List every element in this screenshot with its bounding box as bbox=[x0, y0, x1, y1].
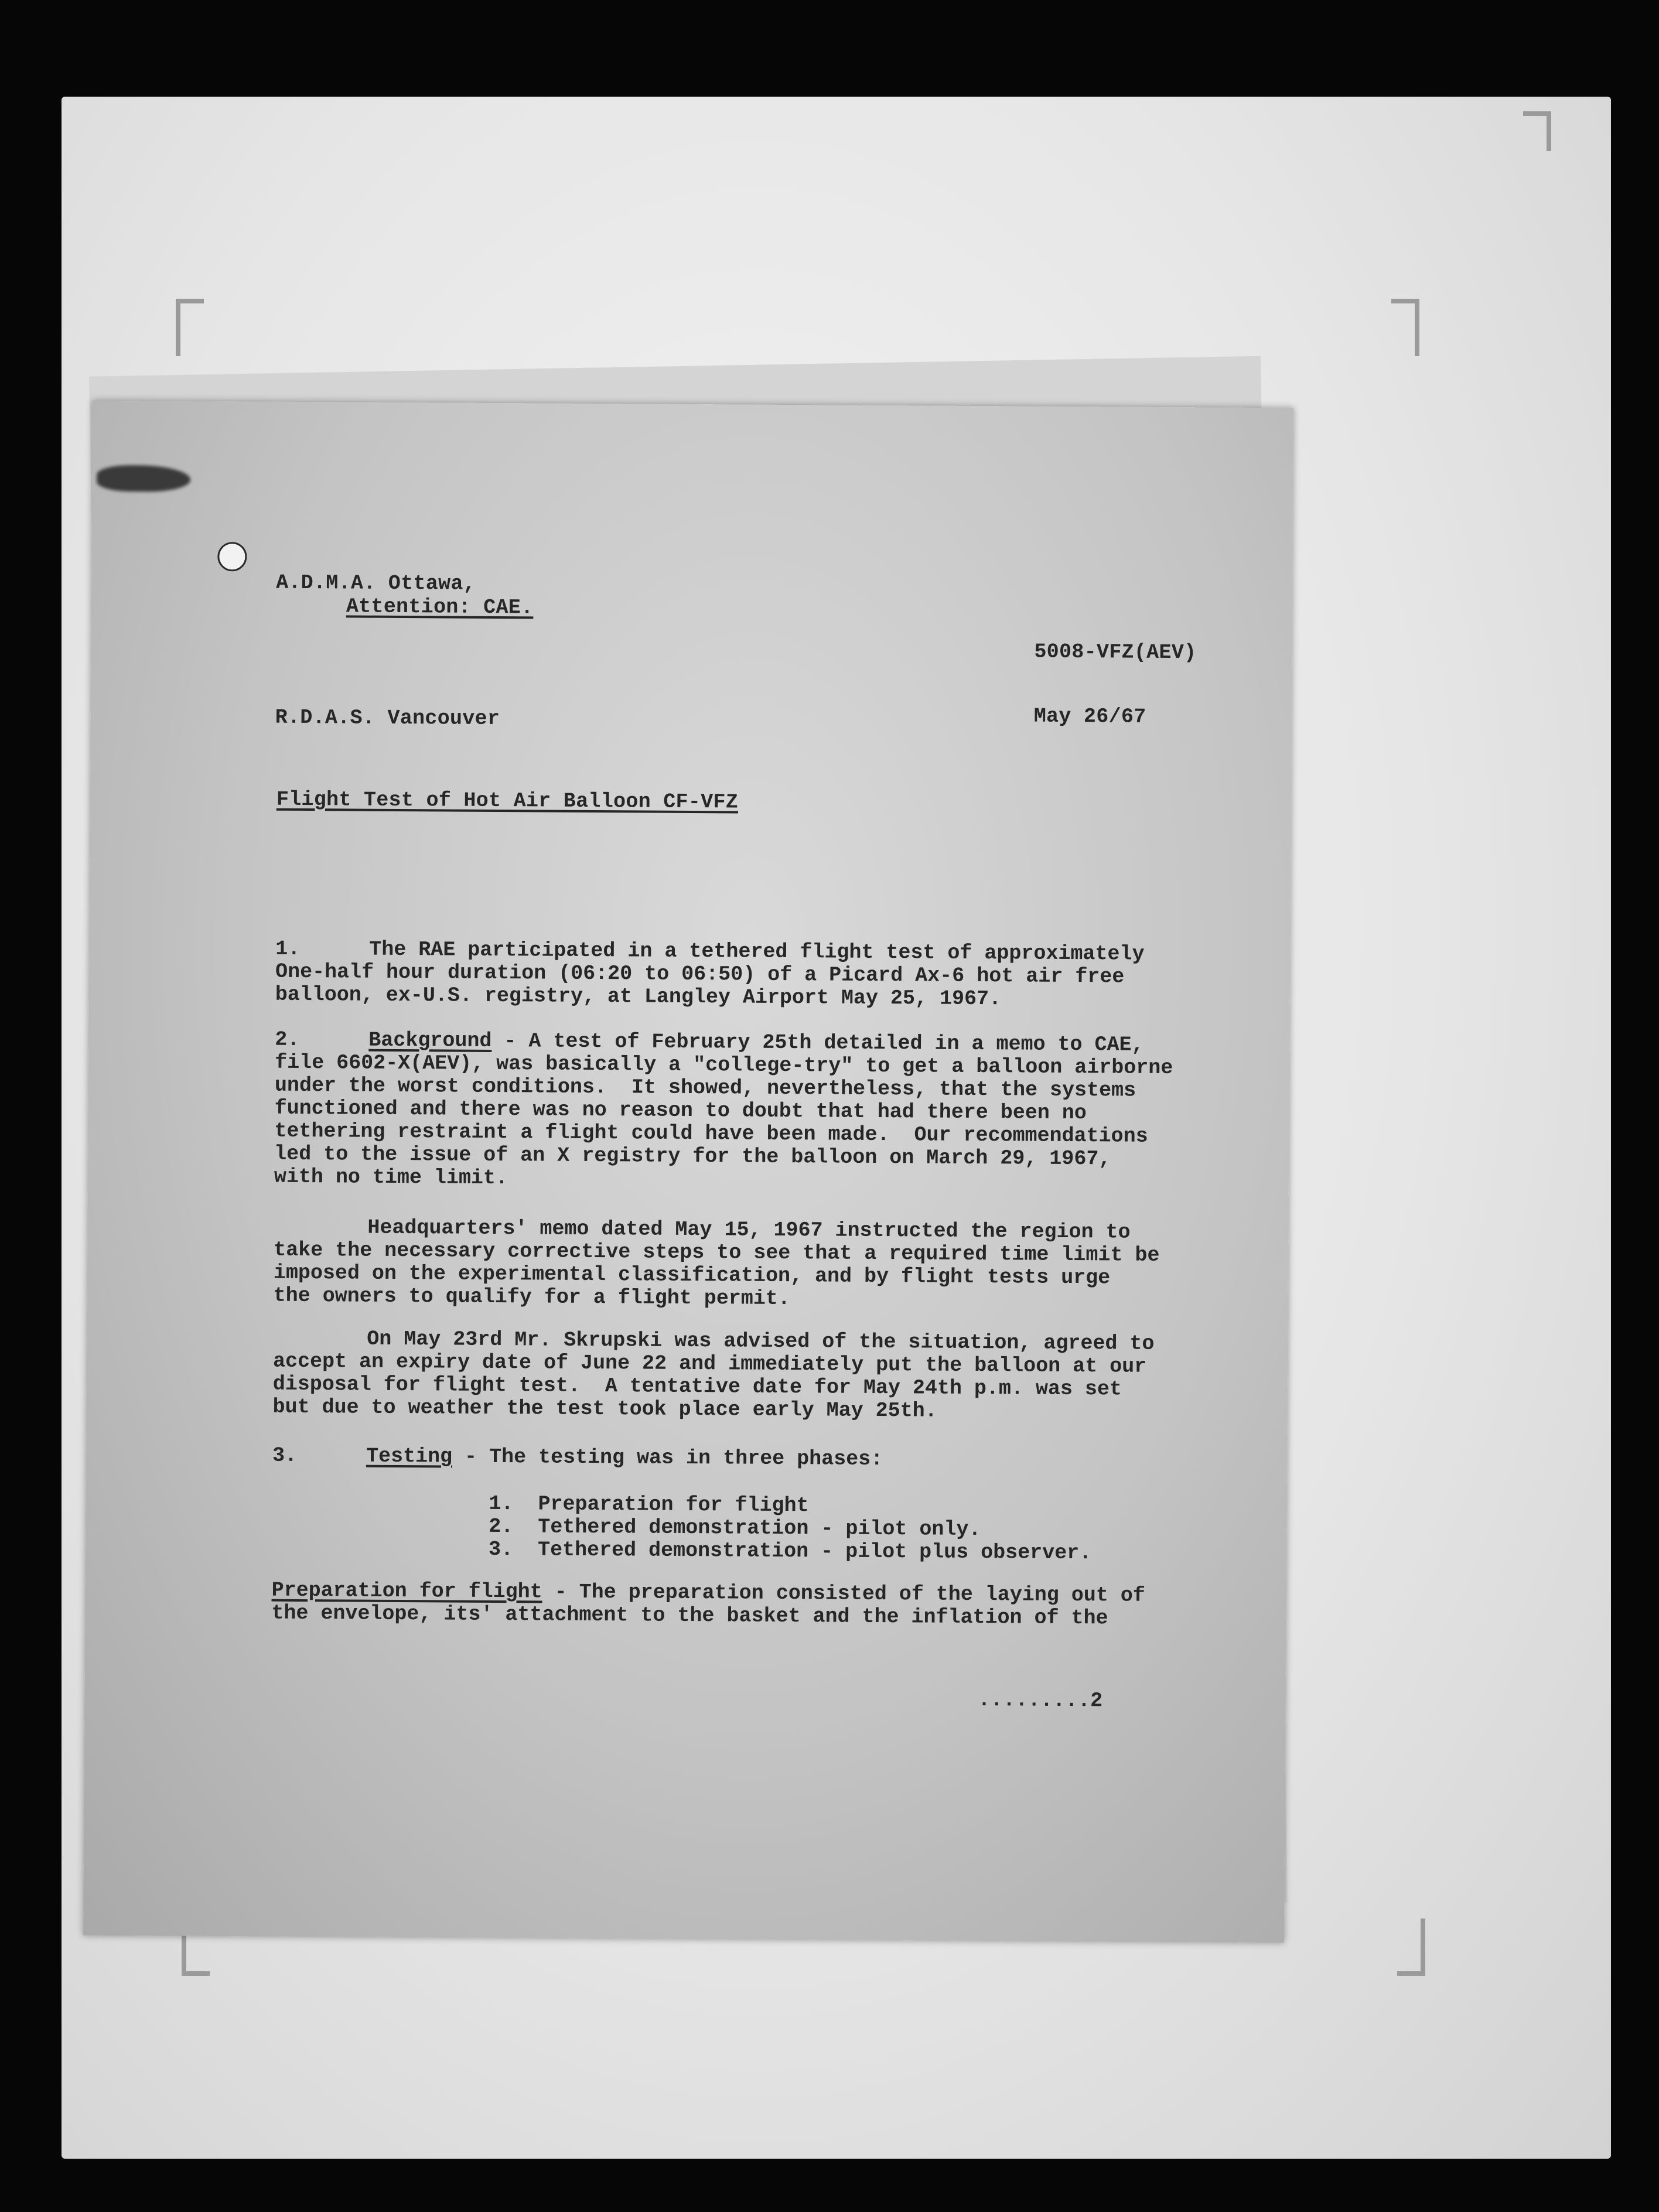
paragraph-line: disposal for flight test. A tentative date for May 24th p.m. was set bbox=[272, 1372, 1122, 1401]
paragraph-4 bbox=[271, 1579, 1145, 1630]
paragraph-number: 3. bbox=[272, 1443, 298, 1467]
continuation-marker: .........2 bbox=[978, 1688, 1103, 1713]
testing-phase-list bbox=[272, 1491, 1092, 1565]
paragraph-2b bbox=[274, 1216, 1160, 1313]
paragraph-line: - A test of February 25th detailed in a memo to CAE, bbox=[491, 1029, 1144, 1057]
paragraph-2 bbox=[274, 1029, 1173, 1194]
paragraph-heading: Background bbox=[368, 1028, 492, 1053]
list-item: 2. Tethered demonstration - pilot only. bbox=[489, 1514, 981, 1542]
paragraph-line: imposed on the experimental classification, and by flight tests urge bbox=[273, 1261, 1111, 1290]
list-item: 1. Preparation for flight bbox=[489, 1491, 809, 1518]
letter-date: May 26/67 bbox=[1033, 704, 1146, 729]
paragraph-line: under the worst conditions. It showed, nevertheless, that the systems bbox=[274, 1073, 1136, 1102]
attention-line: Attention: CAE. bbox=[346, 595, 534, 620]
paragraph-line: but due to weather the test took place early May 25th. bbox=[272, 1395, 937, 1423]
recipient-line: A.D.M.A. Ottawa, bbox=[276, 571, 476, 596]
paragraph-line: led to the issue of an X registry for the balloon on March 29, 1967, bbox=[274, 1142, 1111, 1171]
paragraph-line: Headquarters' memo dated May 15, 1967 instructed the region to bbox=[367, 1216, 1131, 1244]
paragraph-line: accept an expiry date of June 22 and immediately put the balloon at our bbox=[272, 1349, 1147, 1378]
subject-line: Flight Test of Hot Air Balloon CF-VFZ bbox=[276, 787, 739, 814]
paragraph-line: the envelope, its' attachment to the basket and the inflation of the bbox=[271, 1601, 1108, 1630]
paragraph-line: take the necessary corrective steps to see that a required time limit be bbox=[274, 1238, 1160, 1267]
torn-corner bbox=[97, 465, 190, 492]
crop-mark bbox=[1397, 1919, 1425, 1976]
letter-page bbox=[83, 401, 1293, 1943]
sender-line: R.D.A.S. Vancouver bbox=[275, 705, 500, 731]
paragraph-heading: Testing bbox=[366, 1444, 453, 1469]
crop-mark bbox=[1523, 111, 1551, 151]
paragraph-1 bbox=[275, 938, 1145, 1012]
paragraph-line: tethering restraint a flight could have been made. Our recommendations bbox=[274, 1119, 1148, 1148]
paragraph-line: with no time limit. bbox=[274, 1165, 508, 1190]
paragraph-line: balloon, ex-U.S. registry, at Langley Airport May 25, 1967. bbox=[275, 982, 1002, 1011]
crop-mark bbox=[1391, 299, 1419, 356]
paragraph-line: On May 23rd Mr. Skrupski was advised of the situation, agreed to bbox=[367, 1327, 1155, 1356]
paragraph-line: - The testing was in three phases: bbox=[452, 1445, 883, 1472]
paragraph-line: - The preparation consisted of the laying out of bbox=[542, 1580, 1145, 1607]
punch-hole bbox=[217, 542, 247, 571]
paragraph-line: file 6602-X(AEV), was basically a "college-try" to get a balloon airborne bbox=[275, 1050, 1173, 1080]
paragraph-line: the owners to qualify for a flight permit. bbox=[273, 1283, 790, 1311]
crop-mark bbox=[176, 299, 204, 356]
list-item: 3. Tethered demonstration - pilot plus observer. bbox=[488, 1537, 1092, 1565]
paragraph-3 bbox=[272, 1445, 883, 1471]
paragraph-line: The RAE participated in a tethered flight test of approximately bbox=[369, 937, 1145, 966]
paragraph-line: functioned and there was no reason to doubt that had there been no bbox=[274, 1096, 1087, 1125]
paragraph-heading: Preparation for flight bbox=[271, 1578, 542, 1604]
file-reference: 5008-VFZ(AEV) bbox=[1034, 640, 1197, 665]
paragraph-number: 1. bbox=[275, 937, 301, 961]
paragraph-number: 2. bbox=[275, 1028, 300, 1052]
paragraph-line: One-half hour duration (06:20 to 06:50) of a Picard Ax-6 hot air free bbox=[275, 960, 1125, 989]
paragraph-2c bbox=[272, 1327, 1154, 1424]
